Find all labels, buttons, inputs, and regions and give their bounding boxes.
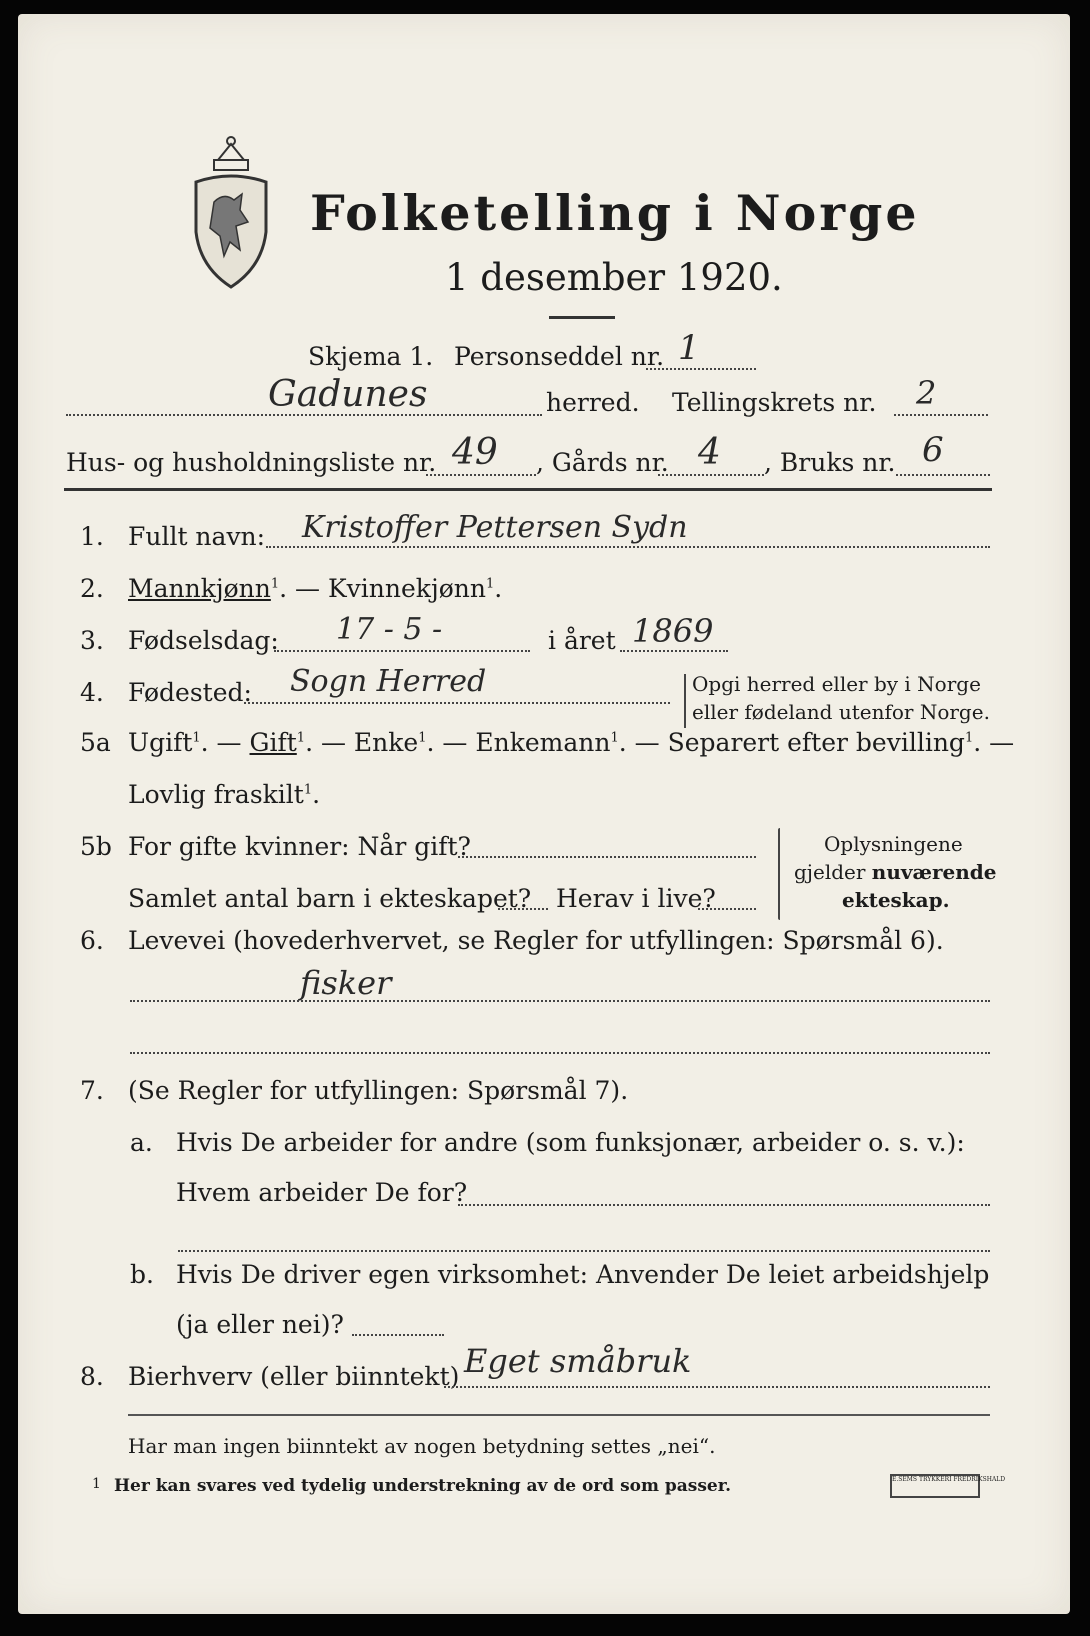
q4-label: Fødested: <box>128 678 252 707</box>
male-option[interactable]: Mannkjønn <box>128 574 271 603</box>
q6-number: 6. <box>80 926 104 955</box>
birthyear-value[interactable]: 1869 <box>632 612 714 650</box>
footer-note: Har man ingen biinntekt av nogen betydning settes „nei“. <box>128 1434 716 1458</box>
q5b-line-1 <box>458 856 756 858</box>
schema-label: Skjema 1. <box>308 342 434 371</box>
personseddel-value[interactable]: 1 <box>678 328 700 368</box>
q1-number: 1. <box>80 522 104 551</box>
q4-note-2: eller fødeland utenfor Norge. <box>692 700 990 724</box>
hus-value[interactable]: 49 <box>452 432 498 473</box>
q6-line-2 <box>130 1052 990 1054</box>
norwegian-coat-of-arms-icon <box>190 132 272 290</box>
bruks-label: , Bruks nr. <box>764 448 896 477</box>
q7a-answer-line-2 <box>178 1250 990 1252</box>
q3-number: 3. <box>80 626 104 655</box>
ugift-option[interactable]: Ugift <box>128 728 193 757</box>
form-title: Folketelling i Norge <box>310 184 920 242</box>
q7a-line-2: Hvem arbeider De for? <box>176 1178 468 1207</box>
personseddel-line <box>646 368 756 370</box>
female-option[interactable]: Kvinnekjønn <box>328 574 486 603</box>
q4-note-1: Opgi herred eller by i Norge <box>692 672 981 696</box>
q3-line <box>274 650 530 652</box>
q7a-letter: a. <box>130 1128 153 1157</box>
bruks-line <box>896 474 990 476</box>
birthdate-value[interactable]: 17 - 5 - <box>336 612 443 647</box>
q7b-line-2: (ja eller nei)? <box>176 1310 344 1339</box>
enkemann-option[interactable]: Enkemann <box>475 728 611 757</box>
herred-label: herred. <box>546 388 640 417</box>
footnote-mark: 1 <box>92 1476 101 1492</box>
q1-value[interactable]: Kristoffer Pettersen Sydn <box>302 510 688 545</box>
side-income-value[interactable]: Eget småbruk <box>464 1342 692 1380</box>
gaards-label: , Gårds nr. <box>536 448 669 477</box>
q5a-number: 5a <box>80 728 111 757</box>
personseddel-label: Personseddel nr. <box>454 342 665 371</box>
footnote-text: Her kan svares ved tydelig understrekning av de ord som passer. <box>114 1476 732 1496</box>
q8-label: Bierhverv (eller biinntekt) <box>128 1362 460 1391</box>
gaards-value[interactable]: 4 <box>698 432 721 473</box>
header-divider <box>64 488 992 491</box>
year-line <box>620 650 728 652</box>
q8-line <box>444 1386 990 1388</box>
q5b-label-2: Samlet antal barn i ekteskapet? <box>128 884 532 913</box>
form-date: 1 desember 1920. <box>445 256 783 299</box>
q7b-answer-line <box>352 1334 444 1336</box>
q8-number: 8. <box>80 1362 104 1391</box>
q7-number: 7. <box>80 1076 104 1105</box>
census-form <box>18 14 1070 1614</box>
q7a-line-1: Hvis De arbeider for andre (som funksjonær, arbeider o. s. v.): <box>176 1128 965 1157</box>
q1-line <box>266 546 990 548</box>
q5b-line-3 <box>698 908 756 910</box>
gaards-line <box>658 474 764 476</box>
q4-number: 4. <box>80 678 104 707</box>
tellingskrets-line <box>894 414 988 416</box>
hus-label: Hus- og husholdningsliste nr. <box>66 448 437 477</box>
q2-sex-options: Mannkjønn$^1$. — Kvinnekjønn$^1$. <box>128 574 503 603</box>
q5b-note-1: Oplysningene <box>824 832 963 856</box>
fraskilt-line: Lovlig fraskilt$^1$. <box>128 780 321 809</box>
q6-label: Levevei (hovederhvervet, se Regler for utfyllingen: Spørsmål 6). <box>128 926 944 955</box>
q5b-label-3: Herav i live? <box>556 884 716 913</box>
q7b-letter: b. <box>130 1260 154 1289</box>
tellingskrets-value[interactable]: 2 <box>916 374 937 412</box>
q5b-brace <box>778 828 780 920</box>
bruks-value[interactable]: 6 <box>922 430 944 470</box>
q5b-number: 5b <box>80 832 112 861</box>
herred-value[interactable]: Gadunes <box>268 374 428 415</box>
footer-divider <box>128 1414 990 1416</box>
q4-line <box>244 702 670 704</box>
q4-brace <box>684 674 686 728</box>
hus-line <box>426 474 536 476</box>
q6-line-1 <box>130 1000 990 1002</box>
enke-option[interactable]: Enke <box>353 728 419 757</box>
gift-option[interactable]: Gift <box>249 728 297 757</box>
fraskilt-option[interactable]: Lovlig fraskilt <box>128 780 304 809</box>
separert-option[interactable]: Separert efter bevilling <box>667 728 965 757</box>
q5b-note-3: ekteskap. <box>842 888 950 912</box>
footnote-ref: 1 <box>485 576 495 592</box>
q7b-line-1: Hvis De driver egen virksomhet: Anvender De leiet arbeidshjelp <box>176 1260 990 1289</box>
q1-label: Fullt navn: <box>128 522 266 551</box>
tellingskrets-label: Tellingskrets nr. <box>672 388 877 417</box>
q5b-note-2: gjelder nuværende <box>794 860 997 884</box>
year-label: i året <box>548 626 616 655</box>
q2-number: 2. <box>80 574 104 603</box>
printer-stamp: E.SEMS TRYKKERI FREDRIKSHALD <box>890 1474 980 1498</box>
occupation-value[interactable]: fisker <box>300 964 392 1002</box>
q5b-label-1: For gifte kvinner: Når gift? <box>128 832 471 861</box>
q3-label: Fødselsdag: <box>128 626 279 655</box>
footnote-ref: 1 <box>270 576 280 592</box>
q5b-line-2 <box>498 908 548 910</box>
title-divider <box>549 316 615 319</box>
q7-label: (Se Regler for utfyllingen: Spørsmål 7). <box>128 1076 629 1105</box>
birthplace-value[interactable]: Sogn Herred <box>290 664 487 699</box>
marital-options: Ugift$^1$. — Gift$^1$. — Enke$^1$. — Enkemann$^1$. — Separert efter bevilling$^1$. — <box>128 728 1015 757</box>
q7a-answer-line-1 <box>458 1204 990 1206</box>
